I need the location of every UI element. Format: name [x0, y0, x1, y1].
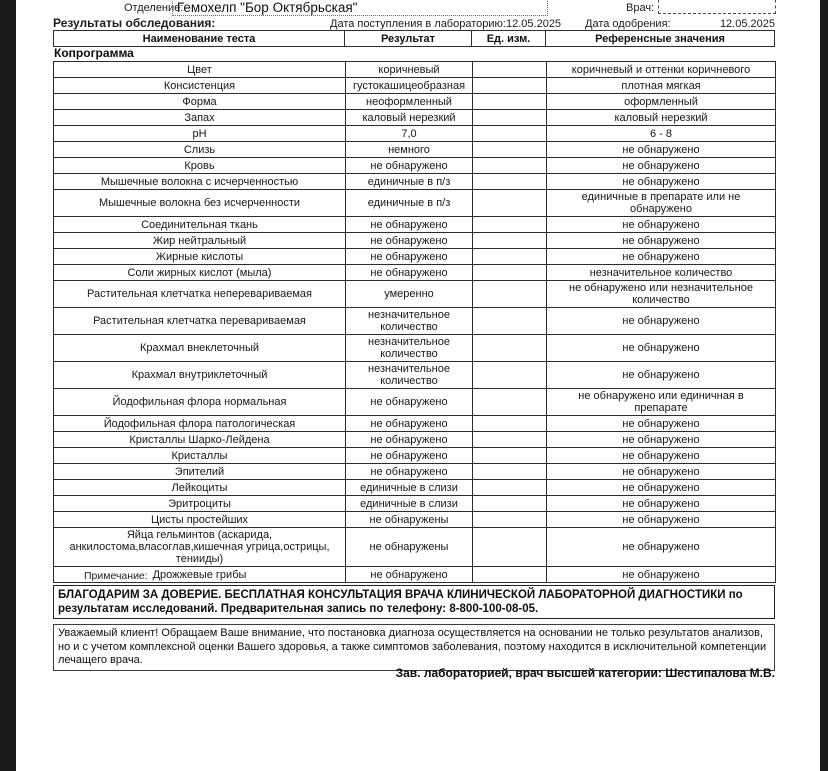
table-row	[54, 567, 776, 583]
received-date-label: Дата поступления в лабораторию:	[330, 18, 506, 30]
test-name-cell: Яйца гельминтов (аскарида, анкилостома,власоглав,кишечная угрица,острицы, тенииды)	[54, 528, 346, 567]
department-field	[172, 0, 548, 16]
result-cell: не обнаружены	[346, 528, 473, 567]
test-name-cell: Крахмал внутриклеточный	[54, 362, 346, 389]
test-name-cell: Жир нейтральный	[54, 233, 346, 249]
result-cell: густокашицеобразная	[346, 78, 473, 94]
document-page	[16, 0, 820, 771]
unit-cell	[473, 335, 547, 362]
unit-cell	[473, 464, 547, 480]
results-table-header	[53, 30, 775, 47]
result-cell: незначительное количество	[346, 308, 473, 335]
unit-cell	[473, 78, 547, 94]
table-row	[54, 362, 776, 389]
result-cell: каловый нерезкий	[346, 110, 473, 126]
unit-cell	[473, 512, 547, 528]
test-name-cell: Дрожжевые грибы	[54, 567, 346, 583]
result-cell: единичные в п/з	[346, 174, 473, 190]
test-name-cell: Слизь	[54, 142, 346, 158]
table-row	[54, 308, 776, 335]
unit-cell	[473, 362, 547, 389]
test-name-cell: Йодофильная флора патологическая	[54, 416, 346, 432]
reference-cell: не обнаружено	[547, 512, 776, 528]
unit-cell	[473, 389, 547, 416]
table-row	[54, 496, 776, 512]
test-name-cell: Соли жирных кислот (мыла)	[54, 265, 346, 281]
note-label: Примечание:	[84, 570, 148, 582]
doctor-label: Врач:	[626, 2, 655, 14]
table-row	[54, 265, 776, 281]
table-row	[54, 389, 776, 416]
test-name-cell: Эпителий	[54, 464, 346, 480]
reference-cell: не обнаружено	[547, 174, 776, 190]
table-row	[54, 416, 776, 432]
unit-cell	[473, 416, 547, 432]
disclaimer-notice: Уважаемый клиент! Обращаем Ваше внимание, что постановка диагноза осуществляется на основании не только результатов анализов, но и с учетом комплексной оценки Вашего здоровья, а также симптомов заболевания, поэтому находится в исключительной компетенции лечащего врача.	[53, 624, 775, 671]
table-row	[54, 158, 776, 174]
result-cell: немного	[346, 142, 473, 158]
unit-cell	[473, 233, 547, 249]
reference-cell: не обнаружено	[547, 362, 776, 389]
reference-cell: не обнаружено	[547, 158, 776, 174]
unit-cell	[473, 265, 547, 281]
table-row	[54, 233, 776, 249]
test-name-cell: Мышечные волокна без исчерченности	[54, 190, 346, 217]
test-name-cell: Кристаллы Шарко-Лейдена	[54, 432, 346, 448]
unit-cell	[473, 528, 547, 567]
result-cell: единичные в слизи	[346, 480, 473, 496]
test-name-cell: Кровь	[54, 158, 346, 174]
table-row	[54, 190, 776, 217]
reference-cell: не обнаружено	[547, 432, 776, 448]
test-name-cell: Растительная клетчатка перевариваемая	[54, 308, 346, 335]
test-name-cell: Йодофильная флора нормальная	[54, 389, 346, 416]
table-row	[54, 281, 776, 308]
table-row	[54, 174, 776, 190]
reference-cell: каловый нерезкий	[547, 110, 776, 126]
reference-cell: незначительное количество	[547, 265, 776, 281]
result-cell: не обнаружено	[346, 249, 473, 265]
doctor-field	[658, 0, 776, 14]
test-name-cell: Крахмал внеклеточный	[54, 335, 346, 362]
result-cell: не обнаружено	[346, 432, 473, 448]
unit-cell	[473, 94, 547, 110]
reference-cell: не обнаружено	[547, 249, 776, 265]
result-cell: не обнаружено	[346, 416, 473, 432]
table-row	[54, 94, 776, 110]
table-row	[54, 464, 776, 480]
result-cell: 7,0	[346, 126, 473, 142]
column-header-reference: Референсные значения	[595, 32, 725, 45]
column-header-result: Результат	[345, 31, 472, 46]
result-cell: не обнаружено	[346, 158, 473, 174]
result-cell: единичные в слизи	[346, 496, 473, 512]
unit-cell	[473, 174, 547, 190]
test-name-cell: Запах	[54, 110, 346, 126]
table-row	[54, 512, 776, 528]
unit-cell	[473, 142, 547, 158]
reference-cell: не обнаружено	[547, 233, 776, 249]
reference-cell: оформленный	[547, 94, 776, 110]
unit-cell	[473, 281, 547, 308]
reference-cell: не обнаружено	[547, 480, 776, 496]
table-row	[54, 110, 776, 126]
table-row	[54, 448, 776, 464]
results-heading: Результаты обследования:	[53, 16, 216, 30]
unit-cell	[473, 110, 547, 126]
reference-cell: не обнаружено или незначительное количество	[547, 281, 776, 308]
result-cell: не обнаружено	[346, 217, 473, 233]
unit-cell	[473, 448, 547, 464]
table-row	[54, 335, 776, 362]
result-cell: незначительное количество	[346, 362, 473, 389]
test-name-cell: Соединительная ткань	[54, 217, 346, 233]
test-name-cell: Кристаллы	[54, 448, 346, 464]
reference-cell: не обнаружено	[547, 496, 776, 512]
test-name-cell: Лейкоциты	[54, 480, 346, 496]
result-cell: не обнаружено	[346, 389, 473, 416]
result-cell: не обнаружено	[346, 567, 473, 583]
table-row	[54, 126, 776, 142]
reference-cell: не обнаружено	[547, 416, 776, 432]
department-value: Гемохелп "Бор Октябрьская"	[177, 0, 358, 15]
test-name-cell: Эритроциты	[54, 496, 346, 512]
result-cell: не обнаружено	[346, 265, 473, 281]
department-label: Отделение:	[124, 2, 184, 14]
test-name-cell: pH	[54, 126, 346, 142]
result-cell: коричневый	[346, 62, 473, 78]
unit-cell	[473, 62, 547, 78]
received-date-value: 12.05.2025	[506, 18, 562, 30]
unit-cell	[473, 249, 547, 265]
results-table	[53, 61, 776, 583]
table-row	[54, 142, 776, 158]
column-header-test-name: Наименование теста	[54, 31, 345, 46]
table-row	[54, 249, 776, 265]
approved-date-label: Дата одобрения:	[585, 18, 671, 30]
result-cell: не обнаружено	[346, 464, 473, 480]
thanks-notice: БЛАГОДАРИМ ЗА ДОВЕРИЕ. БЕСПЛАТНАЯ КОНСУЛЬТАЦИЯ ВРАЧА КЛИНИЧЕСКОЙ ЛАБОРАТОРНОЙ ДИАГНОСТИКИ по результатам исследований. Предварительная запись по телефону: 8-800-100-08-05.	[53, 585, 775, 619]
result-cell: умеренно	[346, 281, 473, 308]
result-cell: незначительное количество	[346, 335, 473, 362]
test-name-cell: Цвет	[54, 62, 346, 78]
approved-date-value: 12.05.2025	[719, 18, 775, 30]
unit-cell	[473, 126, 547, 142]
lab-head-signature: Зав. лабораторией, врач высшей категории: Шестипалова М.В.	[395, 666, 775, 680]
table-row	[54, 480, 776, 496]
reference-cell: не обнаружено	[547, 448, 776, 464]
unit-cell	[473, 567, 547, 583]
result-cell: не обнаружены	[346, 512, 473, 528]
table-row	[54, 432, 776, 448]
reference-cell: единичные в препарате или не обнаружено	[547, 190, 776, 217]
column-header-unit: Ед. изм.	[472, 31, 546, 46]
table-row	[54, 528, 776, 567]
unit-cell	[473, 190, 547, 217]
results-table-body	[54, 62, 776, 583]
test-name-cell: Мышечные волокна с исчерченностью	[54, 174, 346, 190]
reference-cell: 6 - 8	[547, 126, 776, 142]
unit-cell	[473, 217, 547, 233]
unit-cell	[473, 158, 547, 174]
reference-cell: не обнаружено	[547, 335, 776, 362]
table-row	[54, 78, 776, 94]
section-title-coprogram: Копрограмма	[54, 46, 134, 60]
test-name-cell: Консистенция	[54, 78, 346, 94]
reference-cell: не обнаружено	[547, 308, 776, 335]
test-name-cell: Цисты простейших	[54, 512, 346, 528]
unit-cell	[473, 496, 547, 512]
reference-cell: не обнаружено	[547, 142, 776, 158]
result-cell: неоформленный	[346, 94, 473, 110]
reference-cell: не обнаружено	[547, 217, 776, 233]
result-cell: не обнаружено	[346, 448, 473, 464]
table-row	[54, 62, 776, 78]
reference-cell: не обнаружено	[547, 567, 776, 583]
reference-cell: не обнаружено	[547, 528, 776, 567]
test-name-cell: Жирные кислоты	[54, 249, 346, 265]
test-name-cell: Форма	[54, 94, 346, 110]
reference-cell: плотная мягкая	[547, 78, 776, 94]
unit-cell	[473, 480, 547, 496]
reference-cell: коричневый и оттенки коричневого	[547, 62, 776, 78]
table-row	[54, 217, 776, 233]
test-name-cell: Растительная клетчатка неперевариваемая	[54, 281, 346, 308]
reference-cell: не обнаружено	[547, 464, 776, 480]
reference-cell: не обнаружено или единичная в препарате	[547, 389, 776, 416]
unit-cell	[473, 432, 547, 448]
unit-cell	[473, 308, 547, 335]
result-cell: единичные в п/з	[346, 190, 473, 217]
result-cell: не обнаружено	[346, 233, 473, 249]
